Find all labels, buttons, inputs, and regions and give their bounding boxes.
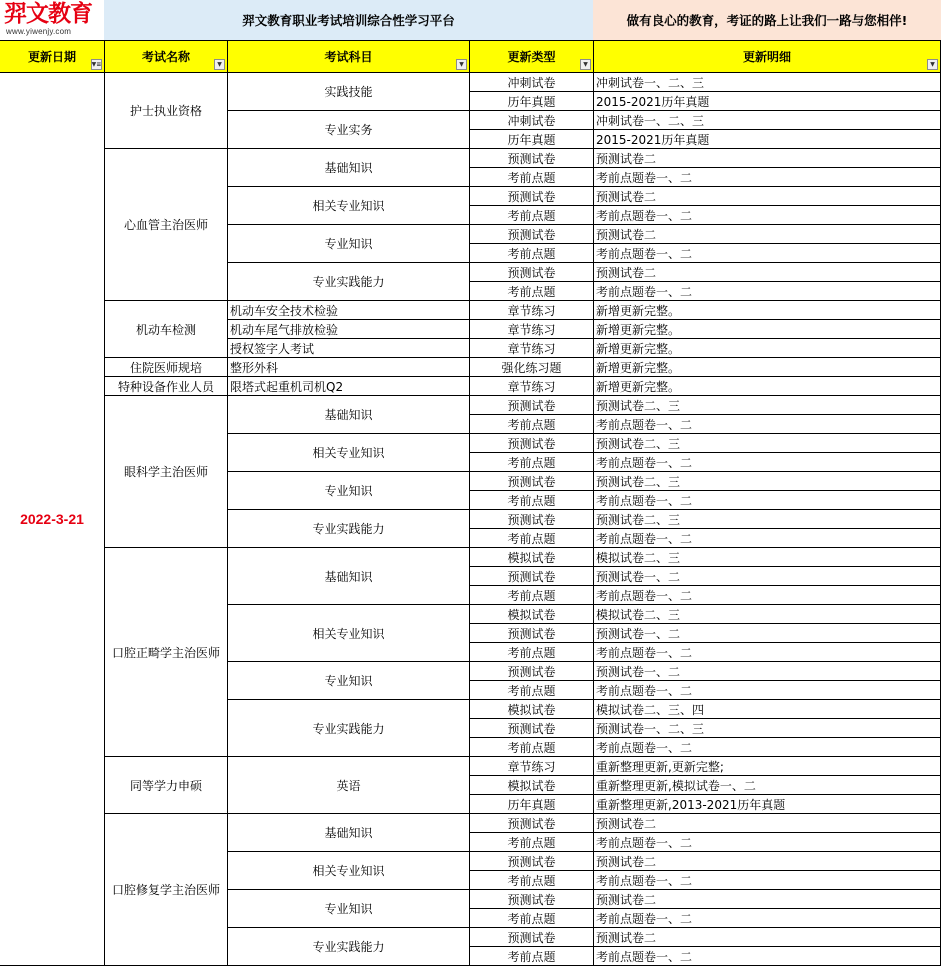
update-type-cell[interactable] <box>470 605 594 624</box>
update-type-cell-text: 考前点题 <box>507 170 556 185</box>
subject-cell-text: 专业实践能力 <box>312 522 385 536</box>
update-type-cell-text: 历年真题 <box>507 94 556 109</box>
update-detail-cell[interactable] <box>594 852 941 871</box>
update-detail-cell-text: 考前点题卷一、二 <box>596 170 693 185</box>
update-type-cell-text: 考前点题 <box>507 835 556 850</box>
update-type-cell-text: 考前点题 <box>507 683 556 698</box>
subject-cell-text: 相关专业知识 <box>312 864 385 878</box>
update-detail-cell[interactable] <box>594 244 941 263</box>
update-detail-cell[interactable] <box>594 624 941 643</box>
update-detail-cell-text: 考前点题卷一、二 <box>596 740 693 755</box>
update-type-cell-text: 模拟试卷 <box>507 778 556 793</box>
subject-cell[interactable] <box>228 149 470 187</box>
update-detail-cell[interactable] <box>594 928 941 947</box>
update-detail-cell-text: 重新整理更新,更新完整; <box>596 759 724 774</box>
update-type-cell[interactable] <box>470 491 594 510</box>
subject-cell[interactable] <box>228 73 470 111</box>
update-detail-cell[interactable] <box>594 434 941 453</box>
update-type-cell[interactable] <box>470 871 594 890</box>
update-type-cell[interactable] <box>470 928 594 947</box>
update-type-cell[interactable] <box>470 244 594 263</box>
subject-cell[interactable] <box>228 263 470 301</box>
update-type-cell[interactable] <box>470 852 594 871</box>
subject-cell[interactable] <box>228 605 470 662</box>
update-type-cell-text: 预测试卷 <box>507 626 556 641</box>
update-detail-cell[interactable] <box>594 700 941 719</box>
subject-cell-text: 相关专业知识 <box>312 199 385 213</box>
update-detail-cell[interactable] <box>594 149 941 168</box>
update-detail-cell[interactable] <box>594 681 941 700</box>
update-detail-cell[interactable] <box>594 111 941 130</box>
update-type-cell-text: 章节练习 <box>507 759 556 774</box>
subject-cell-text: 专业实践能力 <box>312 940 385 954</box>
update-type-cell[interactable] <box>470 282 594 301</box>
subject-cell-text: 基础知识 <box>324 569 373 584</box>
update-detail-cell[interactable] <box>594 738 941 757</box>
update-detail-cell-text: 新增更新完整。 <box>596 379 681 394</box>
update-detail-cell-text: 预测试卷一、二 <box>596 569 681 584</box>
update-type-cell-text: 预测试卷 <box>507 930 556 945</box>
exam-name-cell[interactable] <box>105 377 228 396</box>
subject-cell[interactable] <box>228 377 470 396</box>
update-type-cell[interactable] <box>470 890 594 909</box>
update-detail-cell[interactable] <box>594 776 941 795</box>
update-detail-cell-text: 预测试卷二、三 <box>596 474 681 489</box>
update-type-cell-text: 预测试卷 <box>507 189 556 204</box>
update-type-cell-text: 章节练习 <box>507 341 556 356</box>
subject-cell-text: 授权签字人考试 <box>230 341 315 356</box>
update-type-cell-text: 历年真题 <box>507 797 556 812</box>
subject-cell[interactable] <box>228 396 470 434</box>
update-detail-cell-text: 预测试卷二 <box>596 189 657 204</box>
update-type-cell[interactable] <box>470 548 594 567</box>
update-type-cell-text: 预测试卷 <box>507 398 556 413</box>
update-detail-cell-text: 重新整理更新,2013-2021历年真题 <box>596 797 786 812</box>
exam-name-cell-text: 护士执业资格 <box>129 104 202 118</box>
header-detail-label: 更新明细 <box>742 50 791 64</box>
update-detail-cell-text: 新增更新完整。 <box>596 341 681 356</box>
header-exam-label: 考试名称 <box>141 50 190 64</box>
subject-cell[interactable] <box>228 662 470 700</box>
update-detail-cell-text: 考前点题卷一、二 <box>596 911 693 926</box>
update-type-cell[interactable] <box>470 168 594 187</box>
exam-name-cell[interactable] <box>105 73 228 149</box>
update-detail-cell[interactable] <box>594 225 941 244</box>
subject-cell[interactable] <box>228 434 470 472</box>
update-detail-cell-text: 预测试卷二、三 <box>596 512 681 527</box>
exam-name-cell-text: 口腔修复学主治医师 <box>111 883 220 897</box>
update-type-cell-text: 考前点题 <box>507 284 556 299</box>
subject-cell[interactable] <box>228 510 470 548</box>
update-type-cell-text: 预测试卷 <box>507 854 556 869</box>
exam-name-cell-text: 住院医师规培 <box>129 360 202 375</box>
subject-cell[interactable] <box>228 358 470 377</box>
exam-name-cell[interactable] <box>105 301 228 358</box>
update-type-cell-text: 章节练习 <box>507 379 556 394</box>
update-type-cell-text: 预测试卷 <box>507 816 556 831</box>
update-type-cell[interactable] <box>470 662 594 681</box>
update-detail-cell-text: 模拟试卷二、三 <box>596 550 681 565</box>
header-date <box>0 41 105 72</box>
update-detail-cell[interactable] <box>594 282 941 301</box>
update-detail-cell-text: 考前点题卷一、二 <box>596 417 693 432</box>
update-type-cell[interactable] <box>470 795 594 814</box>
update-type-cell-text: 冲刺试卷 <box>507 113 556 128</box>
update-type-cell[interactable] <box>470 681 594 700</box>
update-detail-cell-text: 重新整理更新,模拟试卷一、二 <box>596 778 756 793</box>
update-detail-cell[interactable] <box>594 92 941 111</box>
update-detail-cell-text: 新增更新完整。 <box>596 322 681 337</box>
update-type-cell[interactable] <box>470 92 594 111</box>
update-detail-cell[interactable] <box>594 358 941 377</box>
update-detail-cell[interactable] <box>594 415 941 434</box>
update-detail-cell[interactable] <box>594 263 941 282</box>
update-detail-cell-text: 考前点题卷一、二 <box>596 246 693 261</box>
update-detail-cell-text: 新增更新完整。 <box>596 360 681 375</box>
update-type-cell[interactable] <box>470 586 594 605</box>
update-detail-cell[interactable] <box>594 947 941 966</box>
update-type-cell-text: 考前点题 <box>507 911 556 926</box>
update-detail-cell[interactable] <box>594 529 941 548</box>
update-detail-cell-text: 考前点题卷一、二 <box>596 873 693 888</box>
exam-name-cell[interactable] <box>105 814 228 966</box>
filter-dropdown-icon[interactable]: ▼ <box>456 59 467 70</box>
update-type-cell[interactable] <box>470 301 594 320</box>
subject-cell-text: 英语 <box>336 778 361 793</box>
update-detail-cell-text: 预测试卷一、二 <box>596 626 681 641</box>
subject-cell[interactable] <box>228 890 470 928</box>
update-detail-cell[interactable] <box>594 396 941 415</box>
update-detail-cell[interactable] <box>594 719 941 738</box>
filter-active-icon[interactable]: ▼≡ <box>91 59 102 70</box>
subject-cell[interactable] <box>228 339 470 358</box>
subject-cell-text: 专业实践能力 <box>312 275 385 289</box>
update-type-cell[interactable] <box>470 776 594 795</box>
update-type-cell-text: 章节练习 <box>507 322 556 337</box>
update-detail-cell-text: 预测试卷二 <box>596 265 657 280</box>
filter-dropdown-icon[interactable]: ▼ <box>214 59 225 70</box>
update-detail-cell[interactable] <box>594 586 941 605</box>
header-date-label: 更新日期 <box>27 50 76 64</box>
subject-cell-text: 限塔式起重机司机Q2 <box>230 379 344 394</box>
subject-cell[interactable] <box>228 111 470 149</box>
update-type-cell-text: 考前点题 <box>507 873 556 888</box>
update-type-cell-text: 预测试卷 <box>507 474 556 489</box>
update-detail-cell[interactable] <box>594 890 941 909</box>
update-type-cell-text: 考前点题 <box>507 645 556 660</box>
subject-cell[interactable] <box>228 187 470 225</box>
subject-cell[interactable] <box>228 852 470 890</box>
update-detail-cell-text: 预测试卷二 <box>596 930 657 945</box>
subject-cell[interactable] <box>228 814 470 852</box>
update-detail-cell[interactable] <box>594 567 941 586</box>
subject-cell-text: 专业知识 <box>324 902 373 916</box>
update-detail-cell[interactable] <box>594 548 941 567</box>
update-type-cell-text: 预测试卷 <box>507 151 556 166</box>
update-type-cell[interactable] <box>470 415 594 434</box>
update-type-cell-text: 章节练习 <box>507 303 556 318</box>
update-detail-cell[interactable] <box>594 453 941 472</box>
update-type-cell[interactable] <box>470 643 594 662</box>
update-type-cell-text: 考前点题 <box>507 949 556 964</box>
subject-cell-text: 相关专业知识 <box>312 626 385 641</box>
update-detail-cell[interactable] <box>594 377 941 396</box>
update-table <box>0 73 941 967</box>
update-type-cell[interactable] <box>470 149 594 168</box>
update-type-cell-text: 模拟试卷 <box>507 550 556 565</box>
update-type-cell-text: 预测试卷 <box>507 721 556 736</box>
exam-name-cell[interactable] <box>105 548 228 757</box>
logo-url: www.yiwenjy.com <box>6 27 72 36</box>
subject-cell-text: 基础知识 <box>324 408 373 422</box>
exam-name-cell-text: 眼科学主治医师 <box>123 465 208 479</box>
update-detail-cell-text: 新增更新完整。 <box>596 303 681 318</box>
update-type-cell[interactable] <box>470 396 594 415</box>
table-header <box>0 40 941 73</box>
update-type-cell[interactable] <box>470 567 594 586</box>
update-detail-cell[interactable] <box>594 339 941 358</box>
update-detail-cell[interactable] <box>594 909 941 928</box>
update-type-cell-text: 预测试卷 <box>507 569 556 584</box>
subject-cell-text: 专业知识 <box>324 674 373 688</box>
update-detail-cell-text: 预测试卷一、二、三 <box>596 721 705 736</box>
update-detail-cell-text: 预测试卷二 <box>596 854 657 869</box>
update-type-cell-text: 模拟试卷 <box>507 607 556 622</box>
update-type-cell[interactable] <box>470 358 594 377</box>
subject-cell-text: 专业实务 <box>324 123 373 137</box>
header-type <box>470 41 594 72</box>
update-detail-cell[interactable] <box>594 168 941 187</box>
update-type-cell-text: 冲刺试卷 <box>507 75 556 90</box>
update-detail-cell[interactable] <box>594 491 941 510</box>
update-type-cell[interactable] <box>470 111 594 130</box>
slogan: 做有良心的教育，考证的路上让我们一路与您相伴! <box>593 0 941 40</box>
update-type-cell[interactable] <box>470 909 594 928</box>
update-detail-cell[interactable] <box>594 472 941 491</box>
subject-cell[interactable] <box>228 548 470 605</box>
update-detail-cell-text: 考前点题卷一、二 <box>596 455 693 470</box>
exam-name-cell[interactable] <box>105 396 228 548</box>
update-detail-cell-text: 考前点题卷一、二 <box>596 208 693 223</box>
header-exam <box>105 41 228 72</box>
update-type-cell-text: 历年真题 <box>507 132 556 147</box>
update-detail-cell-text: 预测试卷二、三 <box>596 398 681 413</box>
update-detail-cell[interactable] <box>594 814 941 833</box>
update-type-cell[interactable] <box>470 187 594 206</box>
exam-name-cell[interactable] <box>105 149 228 301</box>
update-detail-cell-text: 预测试卷二、三 <box>596 436 681 451</box>
update-detail-cell[interactable] <box>594 130 941 149</box>
update-detail-cell[interactable] <box>594 187 941 206</box>
update-type-cell[interactable] <box>470 225 594 244</box>
logo-text: 羿文教育 <box>4 0 92 27</box>
brand-logo <box>0 0 104 40</box>
update-type-cell[interactable] <box>470 814 594 833</box>
update-type-cell[interactable] <box>470 263 594 282</box>
update-type-cell-text: 预测试卷 <box>507 265 556 280</box>
header-detail <box>594 41 941 72</box>
update-type-cell-text: 考前点题 <box>507 531 556 546</box>
update-detail-cell-text: 2015-2021历年真题 <box>596 132 710 147</box>
subject-cell-text: 机动车尾气排放检验 <box>230 322 339 337</box>
exam-name-cell-text: 心血管主治医师 <box>123 218 208 232</box>
update-detail-cell[interactable] <box>594 605 941 624</box>
update-detail-cell-text: 预测试卷二 <box>596 816 657 831</box>
update-detail-cell-text: 预测试卷二 <box>596 151 657 166</box>
update-type-cell[interactable] <box>470 339 594 358</box>
update-type-cell[interactable] <box>470 472 594 491</box>
update-type-cell[interactable] <box>470 320 594 339</box>
exam-name-cell[interactable] <box>105 757 228 814</box>
exam-name-cell-text: 特种设备作业人员 <box>117 379 214 394</box>
subject-cell-text: 基础知识 <box>324 826 373 840</box>
update-type-cell[interactable] <box>470 833 594 852</box>
update-detail-cell[interactable] <box>594 510 941 529</box>
update-detail-cell-text: 考前点题卷一、二 <box>596 645 693 660</box>
update-detail-cell-text: 预测试卷二 <box>596 892 657 907</box>
subject-cell[interactable] <box>228 928 470 966</box>
exam-name-cell-text: 机动车检测 <box>135 322 196 337</box>
update-type-cell-text: 考前点题 <box>507 246 556 261</box>
update-type-cell-text: 预测试卷 <box>507 664 556 679</box>
platform-title: 羿文教育职业考试培训综合性学习平台 <box>104 0 593 40</box>
update-type-cell[interactable] <box>470 719 594 738</box>
update-detail-cell[interactable] <box>594 871 941 890</box>
subject-cell[interactable] <box>228 301 470 320</box>
filter-dropdown-icon[interactable]: ▼ <box>580 59 591 70</box>
update-detail-cell[interactable] <box>594 206 941 225</box>
subject-cell-text: 相关专业知识 <box>312 446 385 460</box>
subject-cell[interactable] <box>228 225 470 263</box>
update-date-cell[interactable] <box>0 73 105 966</box>
update-detail-cell-text: 考前点题卷一、二 <box>596 284 693 299</box>
update-detail-cell[interactable] <box>594 301 941 320</box>
subject-cell-text: 专业知识 <box>324 237 373 251</box>
update-type-cell[interactable] <box>470 73 594 92</box>
update-type-cell[interactable] <box>470 130 594 149</box>
update-type-cell-text: 考前点题 <box>507 740 556 755</box>
banner <box>0 0 941 40</box>
update-detail-cell-text: 考前点题卷一、二 <box>596 588 693 603</box>
update-detail-cell-text: 考前点题卷一、二 <box>596 683 693 698</box>
update-type-cell[interactable] <box>470 206 594 225</box>
header-subject-label: 考试科目 <box>324 50 373 64</box>
update-detail-cell-text: 预测试卷二 <box>596 227 657 242</box>
update-type-cell-text: 考前点题 <box>507 588 556 603</box>
update-type-cell-text: 考前点题 <box>507 455 556 470</box>
update-type-cell[interactable] <box>470 434 594 453</box>
update-detail-cell[interactable] <box>594 643 941 662</box>
update-type-cell-text: 模拟试卷 <box>507 702 556 717</box>
subject-cell-text: 实践技能 <box>324 85 373 99</box>
update-detail-cell-text: 考前点题卷一、二 <box>596 835 693 850</box>
update-detail-cell-text: 考前点题卷一、二 <box>596 493 693 508</box>
update-type-cell[interactable] <box>470 738 594 757</box>
update-detail-cell[interactable] <box>594 833 941 852</box>
subject-cell-text: 基础知识 <box>324 161 373 175</box>
subject-cell-text: 专业实践能力 <box>312 721 385 736</box>
update-detail-cell[interactable] <box>594 662 941 681</box>
update-type-cell[interactable] <box>470 377 594 396</box>
subject-cell[interactable] <box>228 700 470 757</box>
update-type-cell[interactable] <box>470 700 594 719</box>
update-type-cell-text: 预测试卷 <box>507 512 556 527</box>
update-type-cell-text: 预测试卷 <box>507 892 556 907</box>
update-type-cell[interactable] <box>470 510 594 529</box>
update-detail-cell-text: 考前点题卷一、二 <box>596 949 693 964</box>
subject-cell[interactable] <box>228 320 470 339</box>
subject-cell-text: 机动车安全技术检验 <box>230 303 339 318</box>
exam-name-cell-text: 同等学力申硕 <box>129 778 202 793</box>
update-detail-cell[interactable] <box>594 757 941 776</box>
update-detail-cell-text: 模拟试卷二、三、四 <box>596 702 705 717</box>
update-detail-cell[interactable] <box>594 795 941 814</box>
update-detail-cell[interactable] <box>594 320 941 339</box>
subject-cell[interactable] <box>228 472 470 510</box>
update-date-cell-text: 2022-3-21 <box>20 511 84 527</box>
update-type-cell-text: 考前点题 <box>507 208 556 223</box>
exam-name-cell[interactable] <box>105 358 228 377</box>
subject-cell-text: 专业知识 <box>324 484 373 498</box>
update-type-cell[interactable] <box>470 453 594 472</box>
subject-cell-text: 整形外科 <box>230 360 279 375</box>
header-subject <box>228 41 470 72</box>
update-type-cell-text: 考前点题 <box>507 493 556 508</box>
exam-name-cell-text: 口腔正畸学主治医师 <box>111 645 220 660</box>
update-type-cell[interactable] <box>470 624 594 643</box>
header-type-label: 更新类型 <box>507 50 556 64</box>
update-detail-cell-text: 冲刺试卷一、二、三 <box>596 113 705 128</box>
update-detail-cell[interactable] <box>594 73 941 92</box>
update-detail-cell-text: 预测试卷一、二 <box>596 664 681 679</box>
subject-cell[interactable] <box>228 757 470 814</box>
update-type-cell[interactable] <box>470 529 594 548</box>
update-detail-cell-text: 模拟试卷二、三 <box>596 607 681 622</box>
filter-dropdown-icon[interactable]: ▼ <box>927 59 938 70</box>
update-type-cell[interactable] <box>470 947 594 966</box>
update-type-cell[interactable] <box>470 757 594 776</box>
update-type-cell-text: 考前点题 <box>507 417 556 432</box>
update-type-cell-text: 强化练习题 <box>501 360 562 375</box>
update-detail-cell-text: 2015-2021历年真题 <box>596 94 710 109</box>
update-detail-cell-text: 冲刺试卷一、二、三 <box>596 75 705 90</box>
update-type-cell-text: 预测试卷 <box>507 436 556 451</box>
update-detail-cell-text: 考前点题卷一、二 <box>596 531 693 546</box>
update-type-cell-text: 预测试卷 <box>507 227 556 242</box>
